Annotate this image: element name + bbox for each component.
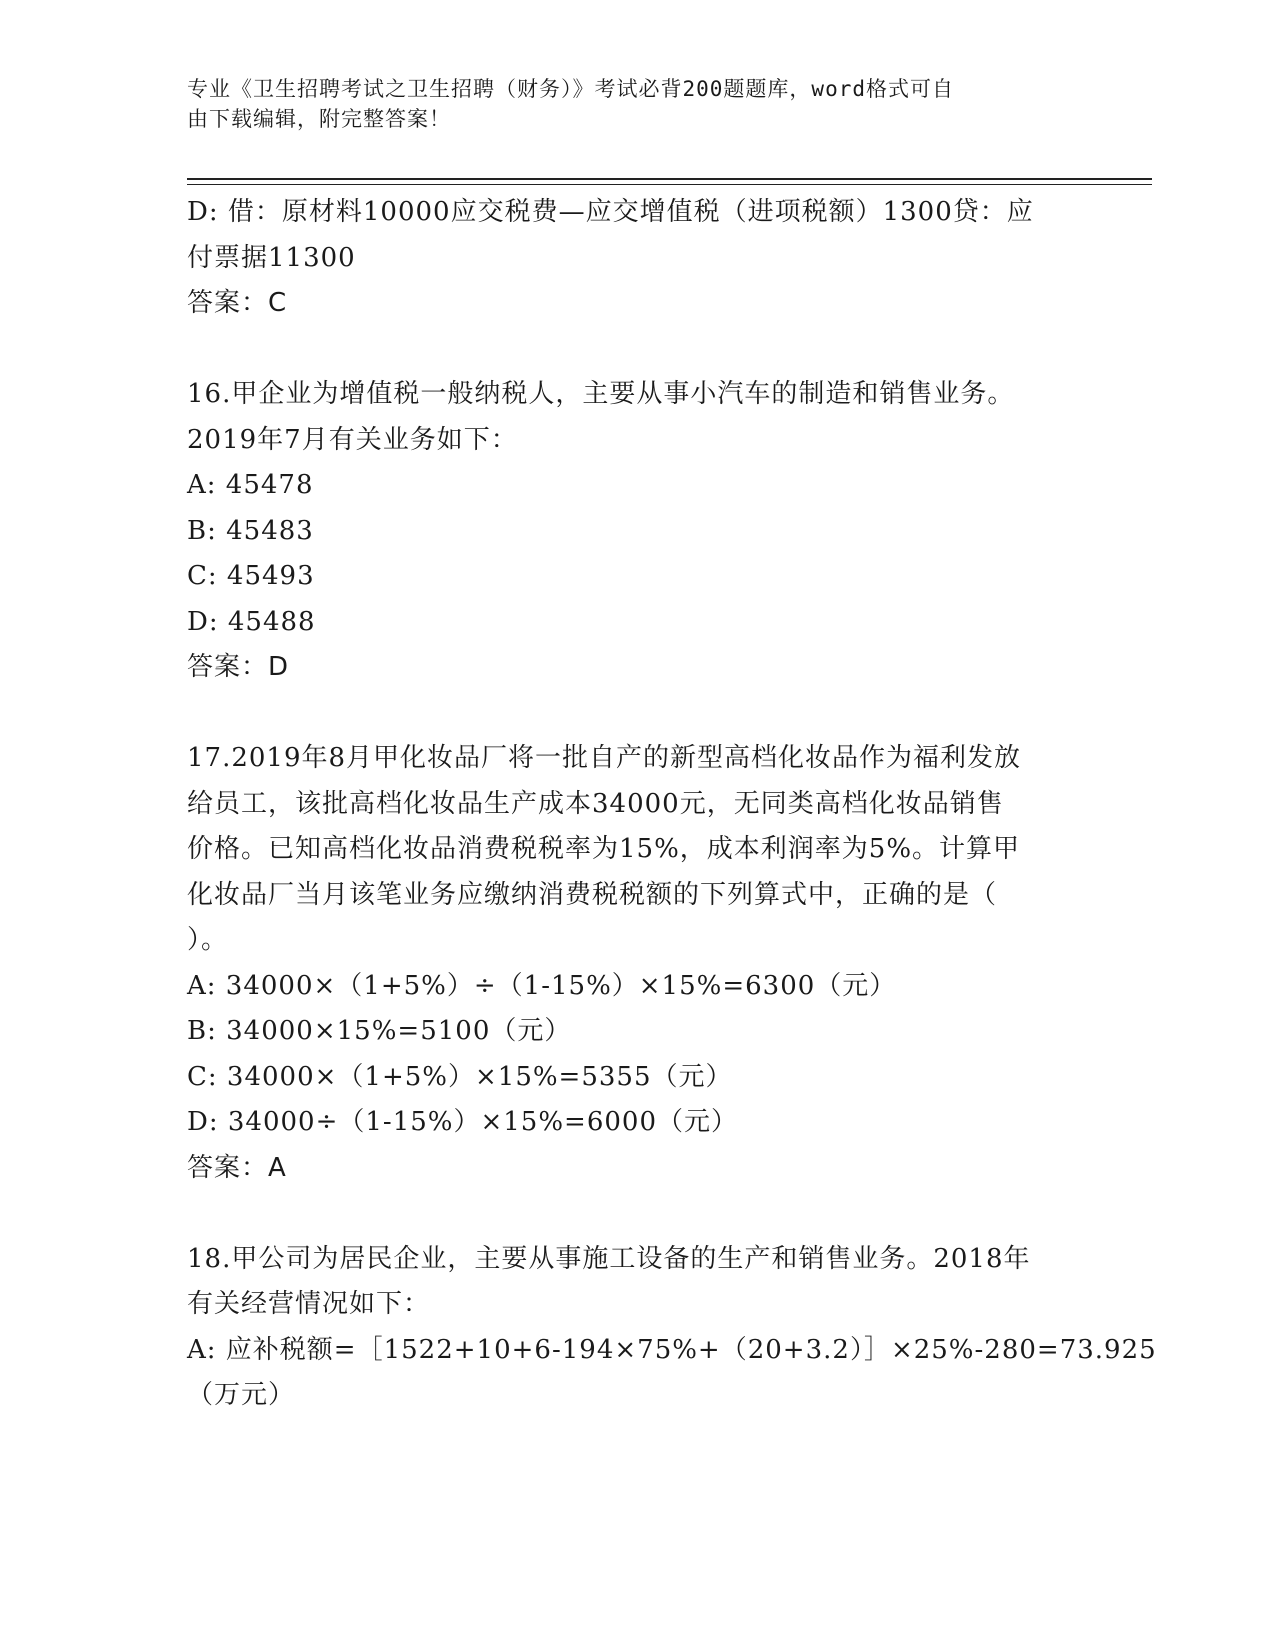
spacer (187, 327, 1087, 373)
q17-stem-line-1: 17.2019年8月甲化妆品厂将一批自产的新型高档化妆品作为福利发放 (187, 743, 1022, 773)
q17-option-b: B: 34000×15%=5100（元） (187, 1016, 572, 1046)
q17-option-c: C: 34000×（1+5%）×15%=5355（元） (187, 1061, 733, 1092)
spacer (187, 691, 1087, 737)
q15-answer: 答案：C (187, 288, 288, 318)
question-body (187, 190, 1157, 1419)
q18-stem-line-1: 18.甲公司为居民企业，主要从事施工设备的生产和销售业务。2018年 (187, 1243, 1031, 1274)
q17-stem-line-3: 价格。已知高档化妆品消费税税率为15%，成本利润率为5%。计算甲 (187, 834, 1021, 864)
q16-option-b: B: 45483 (187, 515, 314, 546)
q16-option-d: D: 45488 (187, 606, 316, 637)
spacer (187, 1191, 1087, 1237)
q17-option-a: A: 34000×（1+5%）÷（1-15%）×15%=6300（元） (187, 970, 897, 1001)
q16-stem-line-1: 16.甲企业为增值税一般纳税人，主要从事小汽车的制造和销售业务。 (187, 379, 1015, 409)
q17-stem-line-4: 化妆品厂当月该笔业务应缴纳消费税税额的下列算式中，正确的是（ (187, 879, 998, 910)
q17-stem-line-2: 给员工，该批高档化妆品生产成本34000元，无同类高档化妆品销售 (187, 788, 1004, 819)
q16-option-a: A: 45478 (187, 470, 314, 500)
question-18 (187, 1237, 1157, 1419)
q17-stem-line-5: ）。 (187, 925, 229, 955)
q17-option-d: D: 34000÷（1-15%）×15%=6000（元） (187, 1107, 739, 1137)
question-15 (187, 190, 1087, 327)
q16-option-c: C: 45493 (187, 561, 315, 591)
document-header (187, 74, 1067, 134)
q17-answer: 答案：A (187, 1152, 287, 1183)
q18-option-a-line-2: （万元） (187, 1380, 296, 1410)
q18-option-a-line-1: A: 应补税额=［1522+10+6-194×75%+（20+3.2）］×25%-280=73.925 (187, 1334, 1157, 1365)
header-divider-thick (187, 178, 1152, 180)
q18-stem-line-2: 有关经营情况如下： (187, 1289, 431, 1319)
header-line-2: 由下载编辑，附完整答案！ (187, 107, 451, 131)
header-line-1: 专业《卫生招聘考试之卫生招聘（财务）》考试必背200题题库，word格式可自 (187, 77, 954, 101)
header-divider-thin (187, 184, 1152, 185)
q15-option-d-line-2: 付票据11300 (187, 242, 356, 273)
q16-answer: 答案：D (187, 652, 290, 682)
question-17 (187, 736, 1087, 1191)
question-16 (187, 372, 1087, 691)
q15-option-d-line-1: D: 借：原材料10000应交税费—应交增值税（进项税额）1300贷：应 (187, 197, 1034, 227)
q16-stem-line-2: 2019年7月有关业务如下： (187, 424, 518, 455)
